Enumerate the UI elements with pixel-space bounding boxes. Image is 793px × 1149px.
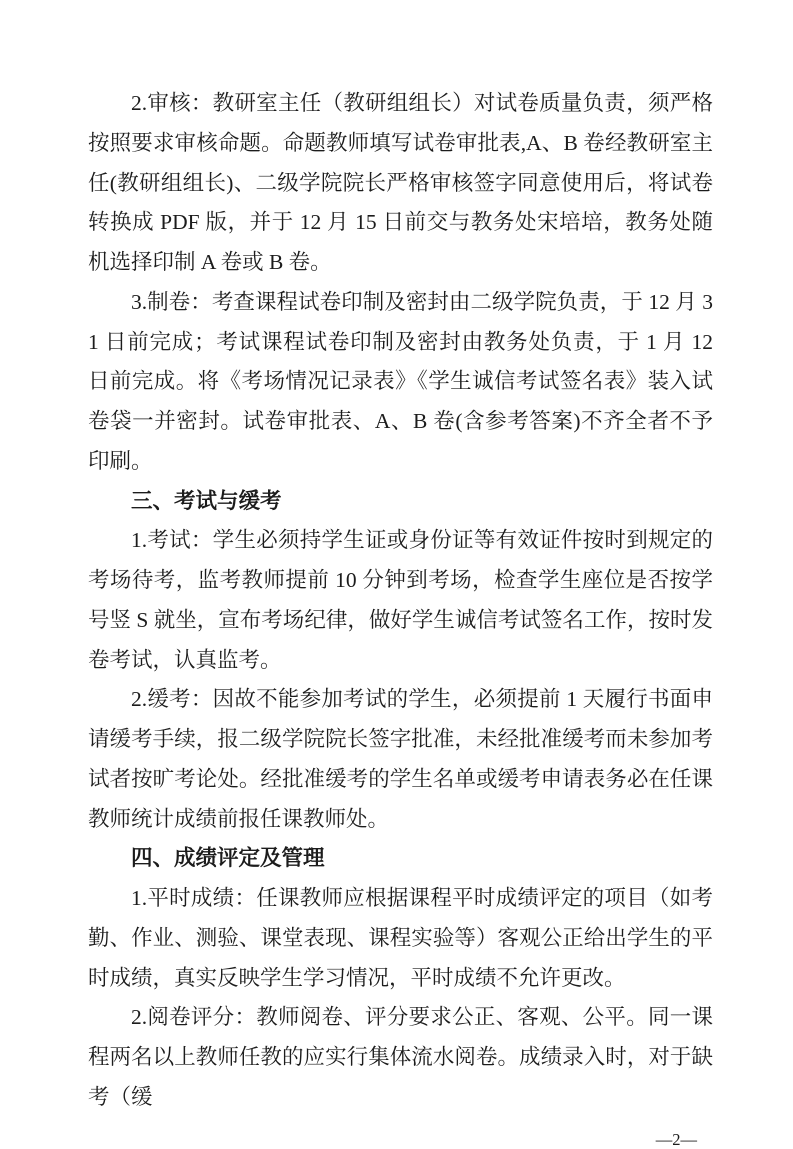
paragraph-deferred-exam: 2.缓考：因故不能参加考试的学生，必须提前 1 天履行书面申请缓考手续，报二级学院院长签字批准，未经批准缓考而未参加考试者按旷考论处。经批准缓考的学生名单或缓考申请表务必在任课教师统计成绩前报任课教师处。 xyxy=(88,687,713,831)
page-number: —2— xyxy=(655,1129,697,1149)
section-heading-exam-and-deferral: 三、考试与缓考 xyxy=(131,488,282,513)
paragraph-exam-procedure: 1.考试：学生必须持学生证或身份证等有效证件按时到规定的考场待考，监考教师提前 10 分钟到考场，检查学生座位是否按学号竖 S 就坐，宣布考场纪律，做好学生诚信考试签名工作，按时发卷考试，认真监考。 xyxy=(88,528,713,672)
paragraph-regular-grades: 1.平时成绩：任课教师应根据课程平时成绩评定的项目（如考勤、作业、测验、课堂表现、课程实验等）客观公正给出学生的平时成绩，真实反映学生学习情况，平时成绩不允许更改。 xyxy=(88,886,713,990)
section-heading-grade-evaluation-management: 四、成绩评定及管理 xyxy=(131,846,325,871)
paragraph-paper-printing-sealing: 3.制卷：考查课程试卷印制及密封由二级学院负责，于 12 月 31 日前完成；考试课程试卷印制及密封由教务处负责，于 1 月 12 日前完成。将《考场情况记录表》《学生诚信考试签名表》装入试卷袋一并密封。试卷审批表、A、B 卷(含参考答案)不齐全者不予印刷。 xyxy=(88,289,713,473)
document-body xyxy=(88,84,713,1149)
paragraph-marking-scoring: 2.阅卷评分：教师阅卷、评分要求公正、客观、公平。同一课程两名以上教师任教的应实行集体流水阅卷。成绩录入时，对于缺考（缓 xyxy=(88,1005,713,1109)
paragraph-exam-paper-review: 2.审核：教研室主任（教研组组长）对试卷质量负责，须严格按照要求审核命题。命题教师填写试卷审批表,A、B 卷经教研室主任(教研组组长)、二级学院院长严格审核签字同意使用后，将试卷转换成 PDF 版，并于 12 月 15 日前交与教务处宋培培，教务处随机选择印制 A 卷或 B 卷。 xyxy=(88,91,713,274)
